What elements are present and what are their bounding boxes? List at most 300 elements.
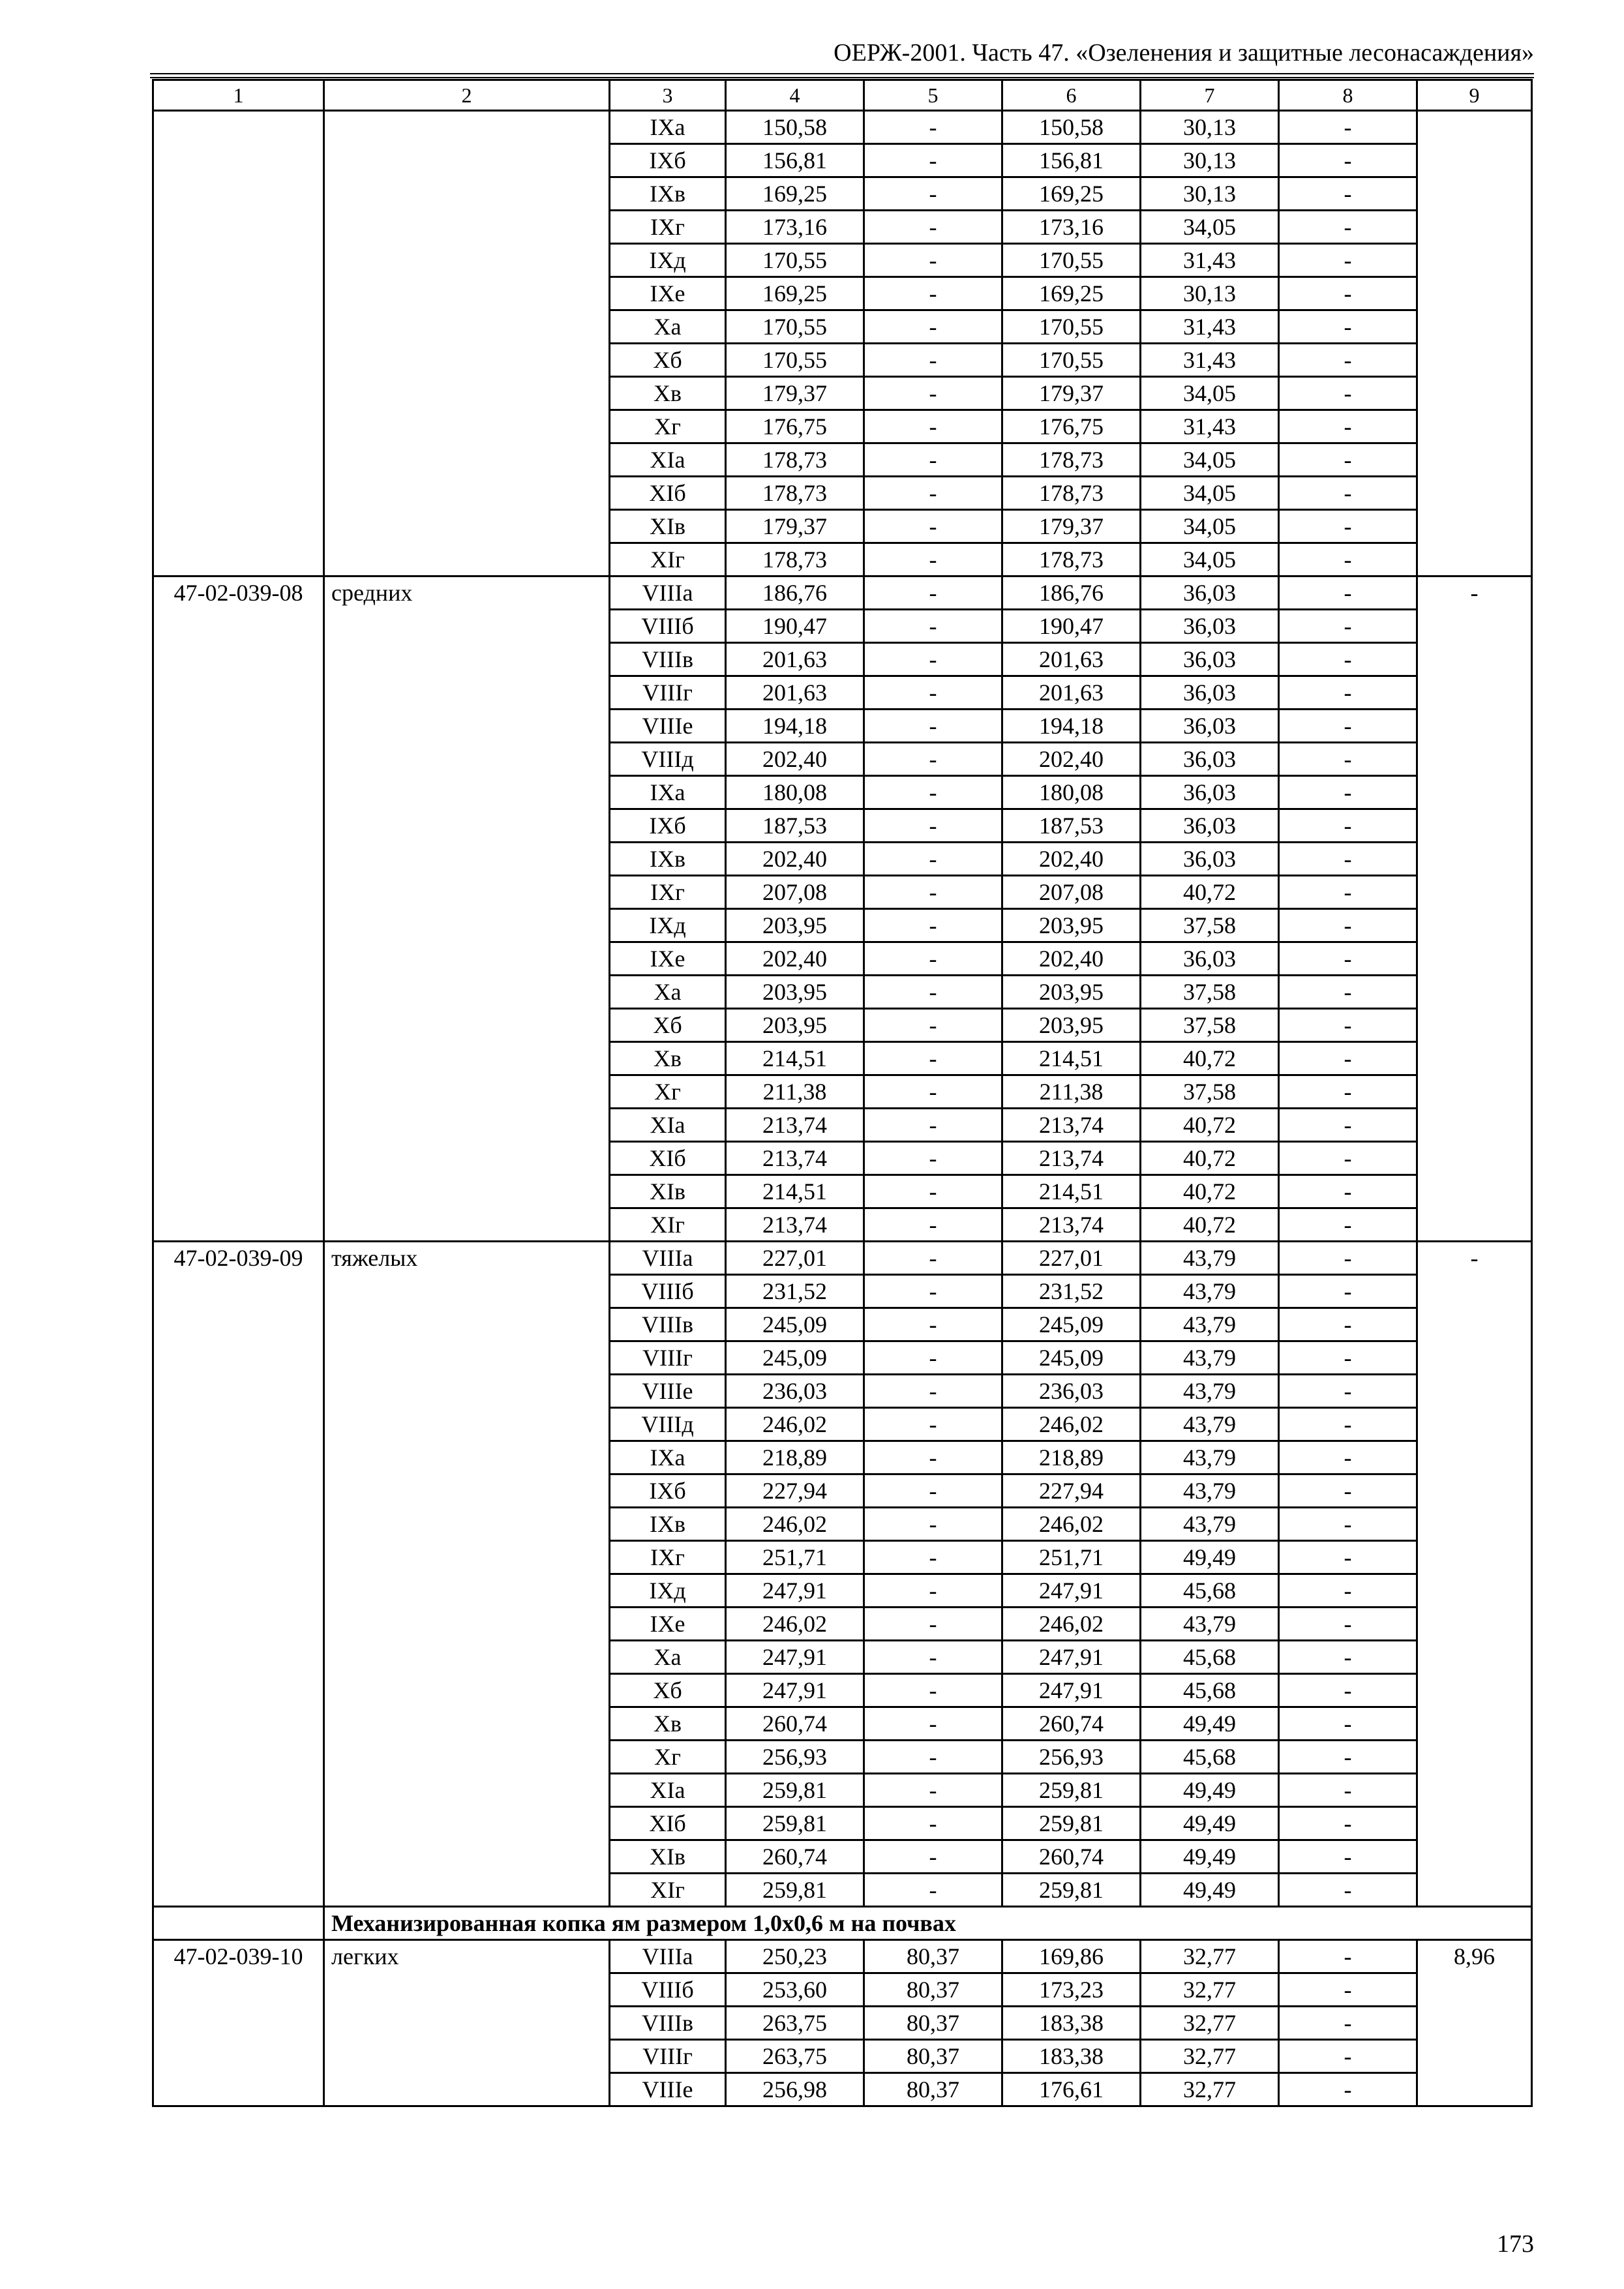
wages: - — [864, 177, 1002, 211]
machine-cost: 231,52 — [1002, 1275, 1141, 1308]
operators-wages: 34,05 — [1141, 377, 1279, 410]
operators-wages: 34,05 — [1141, 211, 1279, 244]
machine-cost: 259,81 — [1002, 1807, 1141, 1840]
operators-wages: 36,03 — [1141, 676, 1279, 710]
soil-group: Xг — [610, 1741, 726, 1774]
operators-wages: 45,68 — [1141, 1574, 1279, 1608]
machine-cost: 260,74 — [1002, 1840, 1141, 1874]
column-number: 5 — [864, 80, 1002, 111]
rate-code — [153, 111, 324, 576]
wages: - — [864, 443, 1002, 477]
total-cost: 202,40 — [726, 942, 864, 976]
machine-cost: 190,47 — [1002, 610, 1141, 643]
wages: - — [864, 743, 1002, 776]
materials-cost: - — [1279, 610, 1417, 643]
total-cost: 202,40 — [726, 843, 864, 876]
total-cost: 213,74 — [726, 1208, 864, 1242]
materials-cost: - — [1279, 876, 1417, 909]
soil-group: Xб — [610, 1674, 726, 1707]
wages: 80,37 — [864, 2073, 1002, 2106]
total-cost: 227,01 — [726, 1242, 864, 1275]
wages: - — [864, 1375, 1002, 1408]
wages: - — [864, 1741, 1002, 1774]
wages: - — [864, 344, 1002, 377]
machine-cost: 173,16 — [1002, 211, 1141, 244]
wages: - — [864, 942, 1002, 976]
soil-group: VIIIб — [610, 1275, 726, 1308]
machine-cost: 260,74 — [1002, 1707, 1141, 1741]
machine-cost: 207,08 — [1002, 876, 1141, 909]
operators-wages: 40,72 — [1141, 1142, 1279, 1175]
total-cost: 231,52 — [726, 1275, 864, 1308]
operators-wages: 49,49 — [1141, 1840, 1279, 1874]
materials-cost: - — [1279, 1109, 1417, 1142]
wages: - — [864, 1574, 1002, 1608]
materials-cost: - — [1279, 2073, 1417, 2106]
machine-cost: 156,81 — [1002, 144, 1141, 177]
total-cost: 251,71 — [726, 1541, 864, 1574]
running-header: ОЕРЖ-2001. Часть 47. «Озеленения и защитные лесонасаждения» — [834, 39, 1534, 67]
table-row — [153, 111, 1532, 144]
wages: - — [864, 1508, 1002, 1541]
operators-wages: 36,03 — [1141, 942, 1279, 976]
materials-cost: - — [1279, 1674, 1417, 1707]
operators-wages: 36,03 — [1141, 809, 1279, 843]
total-cost: 214,51 — [726, 1175, 864, 1208]
wages: - — [864, 1840, 1002, 1874]
machine-cost: 203,95 — [1002, 976, 1141, 1009]
materials-cost: - — [1279, 1408, 1417, 1441]
soil-group: IXг — [610, 211, 726, 244]
machine-cost: 256,93 — [1002, 1741, 1141, 1774]
header-rule-double — [150, 77, 1534, 78]
operators-wages: 40,72 — [1141, 876, 1279, 909]
operators-wages: 37,58 — [1141, 976, 1279, 1009]
total-cost: 263,75 — [726, 2007, 864, 2040]
soil-group: VIIIа — [610, 1940, 726, 1973]
wages: - — [864, 144, 1002, 177]
materials-cost: - — [1279, 144, 1417, 177]
machine-cost: 214,51 — [1002, 1042, 1141, 1075]
materials-cost: - — [1279, 1242, 1417, 1275]
soil-group: XIа — [610, 1109, 726, 1142]
wages: - — [864, 1707, 1002, 1741]
materials-cost: - — [1279, 1574, 1417, 1608]
wages: - — [864, 776, 1002, 809]
soil-group: IXб — [610, 809, 726, 843]
total-cost: 246,02 — [726, 1508, 864, 1541]
machine-cost: 259,81 — [1002, 1874, 1141, 1907]
total-cost: 170,55 — [726, 344, 864, 377]
column-number: 7 — [1141, 80, 1279, 111]
wages: - — [864, 976, 1002, 1009]
soil-group: Xа — [610, 310, 726, 344]
total-cost: 246,02 — [726, 1608, 864, 1641]
operators-wages: 32,77 — [1141, 2073, 1279, 2106]
column-number: 8 — [1279, 80, 1417, 111]
table-row — [153, 576, 1532, 610]
machine-cost: 245,09 — [1002, 1341, 1141, 1375]
materials-cost: - — [1279, 1774, 1417, 1807]
operators-wages: 43,79 — [1141, 1308, 1279, 1341]
wages: 80,37 — [864, 2007, 1002, 2040]
operators-wages: 30,13 — [1141, 111, 1279, 144]
section-title: Механизированная копка ям размером 1,0х0,6 м на почвах — [324, 1907, 1532, 1940]
total-cost: 247,91 — [726, 1641, 864, 1674]
total-cost: 259,81 — [726, 1874, 864, 1907]
wages: - — [864, 510, 1002, 543]
soil-type: тяжелых — [324, 1242, 610, 1907]
operators-wages: 36,03 — [1141, 576, 1279, 610]
soil-group: VIIIе — [610, 1375, 726, 1408]
machine-cost: 245,09 — [1002, 1308, 1141, 1341]
soil-group: Xб — [610, 1009, 726, 1042]
operators-wages: 43,79 — [1141, 1275, 1279, 1308]
total-cost: 178,73 — [726, 477, 864, 510]
materials-cost: - — [1279, 2040, 1417, 2073]
soil-group: XIг — [610, 1208, 726, 1242]
operators-wages: 37,58 — [1141, 1075, 1279, 1109]
machine-cost: 251,71 — [1002, 1541, 1141, 1574]
total-cost: 253,60 — [726, 1973, 864, 2007]
soil-group: Xг — [610, 1075, 726, 1109]
total-cost: 187,53 — [726, 809, 864, 843]
soil-group: IXе — [610, 942, 726, 976]
wages: - — [864, 1142, 1002, 1175]
wages: - — [864, 1308, 1002, 1341]
machine-cost: 227,01 — [1002, 1242, 1141, 1275]
materials-cost: - — [1279, 1042, 1417, 1075]
total-cost: 179,37 — [726, 510, 864, 543]
wages: - — [864, 244, 1002, 277]
wages: - — [864, 543, 1002, 576]
total-cost: 260,74 — [726, 1840, 864, 1874]
machine-cost: 176,75 — [1002, 410, 1141, 443]
soil-group: VIIIг — [610, 2040, 726, 2073]
wages: - — [864, 809, 1002, 843]
total-cost: 213,74 — [726, 1142, 864, 1175]
machine-cost: 170,55 — [1002, 344, 1141, 377]
operators-wages: 43,79 — [1141, 1408, 1279, 1441]
wages: - — [864, 1275, 1002, 1308]
total-cost: 211,38 — [726, 1075, 864, 1109]
machine-cost: 169,25 — [1002, 277, 1141, 310]
soil-group: IXа — [610, 776, 726, 809]
total-cost: 247,91 — [726, 1574, 864, 1608]
machine-cost: 213,74 — [1002, 1208, 1141, 1242]
materials-cost: - — [1279, 1142, 1417, 1175]
wages: - — [864, 377, 1002, 410]
soil-group: XIб — [610, 1142, 726, 1175]
operators-wages: 30,13 — [1141, 144, 1279, 177]
operators-wages: 32,77 — [1141, 1973, 1279, 2007]
machine-cost: 211,38 — [1002, 1075, 1141, 1109]
materials-cost: - — [1279, 1707, 1417, 1741]
machine-cost: 183,38 — [1002, 2040, 1141, 2073]
soil-type: средних — [324, 576, 610, 1242]
materials-cost: - — [1279, 809, 1417, 843]
total-cost: 170,55 — [726, 244, 864, 277]
soil-group: VIIIб — [610, 610, 726, 643]
machine-cost: 187,53 — [1002, 809, 1141, 843]
materials-cost: - — [1279, 2007, 1417, 2040]
column-number: 4 — [726, 80, 864, 111]
materials-cost: - — [1279, 344, 1417, 377]
soil-group: IXа — [610, 1441, 726, 1474]
soil-group: Xб — [610, 344, 726, 377]
total-cost: 179,37 — [726, 377, 864, 410]
materials-cost: - — [1279, 211, 1417, 244]
wages: - — [864, 1874, 1002, 1907]
materials-cost: - — [1279, 277, 1417, 310]
operators-wages: 36,03 — [1141, 843, 1279, 876]
materials-cost: - — [1279, 377, 1417, 410]
column-9-value — [1417, 111, 1532, 576]
operators-wages: 37,58 — [1141, 1009, 1279, 1042]
materials-cost: - — [1279, 1874, 1417, 1907]
column-9-value: - — [1417, 1242, 1532, 1907]
materials-cost: - — [1279, 410, 1417, 443]
soil-group: XIб — [610, 1807, 726, 1840]
materials-cost: - — [1279, 111, 1417, 144]
soil-group: Xв — [610, 1707, 726, 1741]
operators-wages: 30,13 — [1141, 177, 1279, 211]
rate-code: 47-02-039-08 — [153, 576, 324, 1242]
materials-cost: - — [1279, 1741, 1417, 1774]
operators-wages: 31,43 — [1141, 344, 1279, 377]
table-row — [153, 1940, 1532, 1973]
materials-cost: - — [1279, 1208, 1417, 1242]
page-number: 173 — [1497, 2230, 1534, 2258]
machine-cost: 179,37 — [1002, 377, 1141, 410]
wages: 80,37 — [864, 1973, 1002, 2007]
wages: - — [864, 1109, 1002, 1142]
soil-group: IXе — [610, 1608, 726, 1641]
total-cost: 245,09 — [726, 1341, 864, 1375]
total-cost: 245,09 — [726, 1308, 864, 1341]
operators-wages: 36,03 — [1141, 710, 1279, 743]
empty-cell — [153, 1907, 324, 1940]
materials-cost: - — [1279, 976, 1417, 1009]
wages: - — [864, 909, 1002, 942]
operators-wages: 32,77 — [1141, 2007, 1279, 2040]
machine-cost: 170,55 — [1002, 310, 1141, 344]
soil-group: XIа — [610, 443, 726, 477]
machine-cost: 183,38 — [1002, 2007, 1141, 2040]
column-number: 3 — [610, 80, 726, 111]
materials-cost: - — [1279, 443, 1417, 477]
soil-group: IXв — [610, 843, 726, 876]
wages: - — [864, 1009, 1002, 1042]
materials-cost: - — [1279, 1175, 1417, 1208]
soil-group: IXе — [610, 277, 726, 310]
soil-group: IXг — [610, 876, 726, 909]
soil-group: IXд — [610, 909, 726, 942]
soil-group: Xг — [610, 410, 726, 443]
wages: - — [864, 1408, 1002, 1441]
materials-cost: - — [1279, 909, 1417, 942]
total-cost: 169,25 — [726, 277, 864, 310]
total-cost: 201,63 — [726, 676, 864, 710]
materials-cost: - — [1279, 576, 1417, 610]
materials-cost: - — [1279, 510, 1417, 543]
materials-cost: - — [1279, 244, 1417, 277]
total-cost: 186,76 — [726, 576, 864, 610]
machine-cost: 179,37 — [1002, 510, 1141, 543]
machine-cost: 178,73 — [1002, 543, 1141, 576]
machine-cost: 227,94 — [1002, 1474, 1141, 1508]
materials-cost: - — [1279, 1075, 1417, 1109]
soil-group: VIIIа — [610, 576, 726, 610]
column-number: 9 — [1417, 80, 1532, 111]
soil-group: IXа — [610, 111, 726, 144]
operators-wages: 40,72 — [1141, 1208, 1279, 1242]
materials-cost: - — [1279, 1508, 1417, 1541]
machine-cost: 180,08 — [1002, 776, 1141, 809]
rate-code: 47-02-039-09 — [153, 1242, 324, 1907]
materials-cost: - — [1279, 710, 1417, 743]
operators-wages: 34,05 — [1141, 543, 1279, 576]
total-cost: 156,81 — [726, 144, 864, 177]
wages: - — [864, 1208, 1002, 1242]
operators-wages: 43,79 — [1141, 1474, 1279, 1508]
soil-group: IXд — [610, 244, 726, 277]
total-cost: 260,74 — [726, 1707, 864, 1741]
machine-cost: 246,02 — [1002, 1408, 1141, 1441]
total-cost: 178,73 — [726, 443, 864, 477]
wages: - — [864, 1674, 1002, 1707]
soil-group: IXв — [610, 1508, 726, 1541]
rate-code: 47-02-039-10 — [153, 1940, 324, 2106]
materials-cost: - — [1279, 1608, 1417, 1641]
materials-cost: - — [1279, 310, 1417, 344]
soil-group: VIIIв — [610, 2007, 726, 2040]
materials-cost: - — [1279, 843, 1417, 876]
operators-wages: 45,68 — [1141, 1741, 1279, 1774]
materials-cost: - — [1279, 1973, 1417, 2007]
machine-cost: 169,86 — [1002, 1940, 1141, 1973]
total-cost: 256,98 — [726, 2073, 864, 2106]
total-cost: 246,02 — [726, 1408, 864, 1441]
machine-cost: 213,74 — [1002, 1142, 1141, 1175]
total-cost: 227,94 — [726, 1474, 864, 1508]
total-cost: 178,73 — [726, 543, 864, 576]
operators-wages: 43,79 — [1141, 1608, 1279, 1641]
soil-group: XIг — [610, 543, 726, 576]
machine-cost: 203,95 — [1002, 909, 1141, 942]
wages: - — [864, 1608, 1002, 1641]
machine-cost: 203,95 — [1002, 1009, 1141, 1042]
total-cost: 150,58 — [726, 111, 864, 144]
machine-cost: 259,81 — [1002, 1774, 1141, 1807]
wages: - — [864, 477, 1002, 510]
table-row — [153, 1242, 1532, 1275]
soil-group: XIв — [610, 510, 726, 543]
total-cost: 190,47 — [726, 610, 864, 643]
soil-group: Xа — [610, 1641, 726, 1674]
column-number: 1 — [153, 80, 324, 111]
wages: - — [864, 310, 1002, 344]
machine-cost: 186,76 — [1002, 576, 1141, 610]
operators-wages: 43,79 — [1141, 1375, 1279, 1408]
soil-group: Xа — [610, 976, 726, 1009]
wages: - — [864, 643, 1002, 676]
operators-wages: 49,49 — [1141, 1541, 1279, 1574]
soil-group: VIIIе — [610, 710, 726, 743]
total-cost: 194,18 — [726, 710, 864, 743]
operators-wages: 40,72 — [1141, 1175, 1279, 1208]
operators-wages: 43,79 — [1141, 1441, 1279, 1474]
wages: - — [864, 277, 1002, 310]
materials-cost: - — [1279, 1940, 1417, 1973]
machine-cost: 201,63 — [1002, 676, 1141, 710]
materials-cost: - — [1279, 776, 1417, 809]
wages: - — [864, 1075, 1002, 1109]
operators-wages: 43,79 — [1141, 1508, 1279, 1541]
operators-wages: 43,79 — [1141, 1341, 1279, 1375]
wages: - — [864, 676, 1002, 710]
operators-wages: 49,49 — [1141, 1707, 1279, 1741]
wages: - — [864, 1441, 1002, 1474]
wages: - — [864, 576, 1002, 610]
total-cost: 203,95 — [726, 976, 864, 1009]
soil-type — [324, 111, 610, 576]
soil-group: VIIIг — [610, 676, 726, 710]
column-number: 6 — [1002, 80, 1141, 111]
total-cost: 259,81 — [726, 1774, 864, 1807]
machine-cost: 247,91 — [1002, 1574, 1141, 1608]
wages: - — [864, 1541, 1002, 1574]
machine-cost: 218,89 — [1002, 1441, 1141, 1474]
materials-cost: - — [1279, 1441, 1417, 1474]
soil-group: XIв — [610, 1175, 726, 1208]
section-title-row — [153, 1907, 1532, 1940]
machine-cost: 176,61 — [1002, 2073, 1141, 2106]
wages: - — [864, 1341, 1002, 1375]
machine-cost: 201,63 — [1002, 643, 1141, 676]
total-cost: 170,55 — [726, 310, 864, 344]
soil-group: XIв — [610, 1840, 726, 1874]
soil-group: VIIIд — [610, 1408, 726, 1441]
soil-group: IXб — [610, 1474, 726, 1508]
soil-group: IXг — [610, 1541, 726, 1574]
operators-wages: 32,77 — [1141, 2040, 1279, 2073]
operators-wages: 31,43 — [1141, 244, 1279, 277]
soil-group: IXб — [610, 144, 726, 177]
soil-group: XIа — [610, 1774, 726, 1807]
total-cost: 218,89 — [726, 1441, 864, 1474]
wages: - — [864, 1774, 1002, 1807]
wages: - — [864, 410, 1002, 443]
soil-group: VIIIд — [610, 743, 726, 776]
materials-cost: - — [1279, 1375, 1417, 1408]
total-cost: 173,16 — [726, 211, 864, 244]
operators-wages: 45,68 — [1141, 1641, 1279, 1674]
total-cost: 203,95 — [726, 1009, 864, 1042]
machine-cost: 150,58 — [1002, 111, 1141, 144]
machine-cost: 202,40 — [1002, 843, 1141, 876]
soil-group: XIг — [610, 1874, 726, 1907]
machine-cost: 194,18 — [1002, 710, 1141, 743]
rates-table — [152, 79, 1533, 2107]
operators-wages: 31,43 — [1141, 310, 1279, 344]
soil-group: VIIIб — [610, 1973, 726, 2007]
soil-group: Xв — [610, 1042, 726, 1075]
materials-cost: - — [1279, 942, 1417, 976]
machine-cost: 246,02 — [1002, 1508, 1141, 1541]
total-cost: 236,03 — [726, 1375, 864, 1408]
materials-cost: - — [1279, 1807, 1417, 1840]
